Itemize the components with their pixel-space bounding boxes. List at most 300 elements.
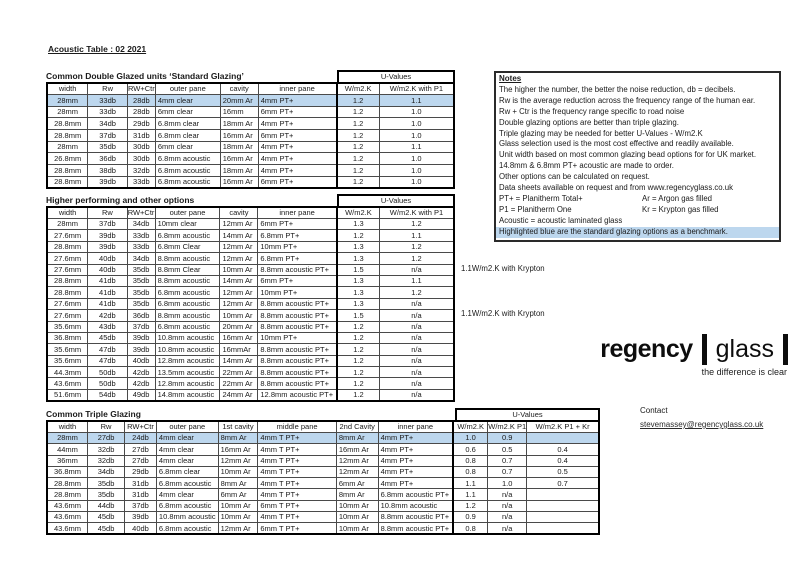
note-line: [499, 172, 779, 183]
cell: 12mm Ar: [218, 523, 258, 534]
cell: 16mm Ar: [218, 444, 258, 455]
cell: 1.5: [337, 264, 380, 275]
cell: 28mm: [47, 141, 88, 153]
cell: 35db: [127, 287, 155, 298]
header-row: [47, 421, 599, 433]
cell: 1.0: [379, 165, 454, 177]
cell: 18mm Ar: [220, 141, 258, 153]
cell: 35db: [87, 489, 124, 500]
notes-title: Notes: [499, 74, 522, 83]
cell: 8mm Ar: [336, 489, 378, 500]
cell: 1.0: [379, 153, 454, 165]
cell: 6mm PT+: [258, 130, 336, 142]
cell: 6.8mm clear: [155, 118, 220, 130]
cell: 33db: [127, 241, 155, 252]
cell: [527, 489, 599, 500]
cell: 0.8: [453, 455, 488, 466]
cell: 1.2: [337, 106, 380, 118]
cell: 10.8mm acoustic: [156, 512, 218, 523]
cell: 6.8mm acoustic: [156, 500, 218, 511]
note-text: Double glazing options are better than triple glazing.: [499, 117, 679, 127]
cell: 10.8mm acoustic: [155, 332, 220, 343]
cell: 1.0: [379, 176, 454, 188]
cell: 42db: [127, 378, 155, 389]
cell: 27db: [125, 444, 157, 455]
cell: 28.8mm: [47, 241, 88, 252]
column-header: inner pane: [258, 207, 337, 219]
cell: 12mm Ar: [336, 455, 378, 466]
cell: 4mm PT+: [258, 141, 336, 153]
cell: 1.2: [337, 118, 380, 130]
cell: 16mm: [220, 106, 258, 118]
cell: 1.1: [453, 478, 488, 489]
cell: 12.8mm acoustic: [155, 355, 220, 366]
cell: 12mm Ar: [220, 241, 258, 252]
cell: 1.3: [337, 287, 380, 298]
cell: 6.8mm acoustic: [155, 230, 220, 241]
cell: 1.1: [379, 141, 454, 153]
cell: 8.8mm acoustic PT+: [258, 310, 337, 321]
cell: 28.8mm: [47, 176, 88, 188]
cell: 0.6: [453, 444, 488, 455]
cell: [527, 523, 599, 534]
table-row: [47, 489, 599, 500]
cell: 16mmAr: [220, 344, 258, 355]
cell: 44db: [87, 500, 124, 511]
section-label-double-glazed: Common Double Glazed units ‘Standard Glazing’: [46, 71, 244, 81]
table-row: [47, 310, 454, 321]
logo-tagline: the difference is clear: [701, 367, 787, 377]
cell: 39db: [125, 512, 157, 523]
cell: 36.8mm: [47, 466, 87, 477]
cell: 40db: [125, 523, 157, 534]
table-row: [47, 344, 454, 355]
cell: 32db: [87, 455, 124, 466]
cell: 35db: [88, 141, 128, 153]
table-row: [47, 389, 454, 400]
header-row: [47, 83, 454, 95]
cell: 12mm Ar: [220, 219, 258, 230]
cell: 44.3mm: [47, 367, 88, 378]
cell: 6.8mm acoustic: [155, 165, 220, 177]
logo-bar-icon: [783, 334, 788, 365]
column-header: cavity: [220, 83, 258, 95]
cell: 34db: [127, 219, 155, 230]
cell: 8.8mm acoustic PT+: [258, 264, 337, 275]
header-row: [47, 207, 454, 219]
cell: 4mm T PT+: [258, 489, 336, 500]
note-line: [499, 216, 779, 227]
column-header: width: [47, 83, 88, 95]
cell: 1.2: [379, 219, 454, 230]
cell: 6.8mm acoustic: [155, 298, 220, 309]
column-header: W/m2.K with P1: [379, 207, 454, 219]
table-row: [47, 219, 454, 230]
cell: 12mm Ar: [220, 253, 258, 264]
cell: 4mm PT+: [258, 118, 336, 130]
cell: 1.2: [337, 332, 380, 343]
cell: 6mm T PT+: [258, 523, 336, 534]
cell: 34db: [87, 466, 124, 477]
cell: 4mm clear: [156, 455, 218, 466]
table-row: [47, 433, 599, 444]
cell: 26.8mm: [47, 153, 88, 165]
cell: 12.8mm acoustic: [155, 378, 220, 389]
note-line: [499, 85, 779, 96]
cell: [527, 500, 599, 511]
regency-glass-logo: [553, 334, 788, 377]
cell: 54db: [88, 389, 127, 400]
cell: 35db: [127, 275, 155, 286]
table-row: [47, 512, 599, 523]
cell: 4mm T PT+: [258, 444, 336, 455]
table-row: [47, 287, 454, 298]
cell: 1.3: [337, 275, 380, 286]
uvalues-header-higher: U-Values: [337, 194, 455, 206]
column-header: W/m2.K: [337, 207, 380, 219]
cell: 10mm Ar: [218, 466, 258, 477]
note-text: Rw is the average reduction across the frequency range of the human ear.: [499, 95, 756, 105]
column-header: RW+Ctr: [125, 421, 157, 433]
cell: 8mm Ar: [336, 433, 378, 444]
cell: 10mm Ar: [336, 523, 378, 534]
cell: 0.7: [488, 466, 527, 477]
table-row: [47, 378, 454, 389]
cell: 1.0: [379, 130, 454, 142]
table-row: [47, 106, 454, 118]
cell: 1.2: [337, 176, 380, 188]
note-text: Triple glazing may be needed for better U-Values - W/m2.K: [499, 128, 703, 138]
column-header: width: [47, 421, 87, 433]
table-row: [47, 141, 454, 153]
column-header: middle pane: [258, 421, 336, 433]
cell: 43.6mm: [47, 512, 87, 523]
cell: 4mm PT+: [378, 466, 453, 477]
column-header: W/m2.K with P1: [379, 83, 454, 95]
column-header: Rw: [87, 421, 124, 433]
cell: 6.8mm clear: [155, 130, 220, 142]
cell: 37db: [127, 321, 155, 332]
cell: n/a: [379, 264, 454, 275]
cell: 37db: [88, 130, 128, 142]
cell: 1.1: [379, 275, 454, 286]
cell: 8.8mm acoustic: [155, 275, 220, 286]
note-text: Unit width based on most common glazing bead options for for UK market.: [499, 150, 756, 160]
cell: 41db: [88, 275, 127, 286]
cell: 6mm PT+: [258, 275, 337, 286]
note-text: Data sheets available on request and from www.regencyglass.co.uk: [499, 183, 734, 193]
cell: 10mm PT+: [258, 241, 337, 252]
cell: 28.8mm: [47, 130, 88, 142]
note-line: [499, 194, 779, 205]
table-row: [47, 275, 454, 286]
note-line: [499, 150, 779, 161]
cell: 4mm clear: [156, 433, 218, 444]
cell: 31db: [125, 478, 157, 489]
cell: 1.2: [337, 321, 380, 332]
cell: n/a: [379, 310, 454, 321]
cell: 10mm Ar: [218, 512, 258, 523]
cell: 6mm Ar: [218, 489, 258, 500]
cell: 6.8mm acoustic PT+: [378, 489, 453, 500]
triple-glazing-label-row: [46, 408, 600, 420]
logo-bar-icon: [702, 334, 707, 365]
cell: 16mm Ar: [220, 130, 258, 142]
cell: 0.9: [488, 433, 527, 444]
column-header: outer pane: [155, 83, 220, 95]
cell: 22mm Ar: [220, 378, 258, 389]
note-line: [499, 205, 779, 216]
cell: 28.8mm: [47, 287, 88, 298]
cell: 6.8mm acoustic: [155, 153, 220, 165]
cell: 27.6mm: [47, 253, 88, 264]
cell: 0.5: [488, 444, 527, 455]
cell: 39db: [88, 241, 127, 252]
column-header: Rw: [88, 83, 128, 95]
note-line: [499, 118, 779, 129]
cell: 34db: [127, 253, 155, 264]
cell: n/a: [379, 344, 454, 355]
table-row: [47, 253, 454, 264]
cell: 1.2: [337, 165, 380, 177]
cell: [527, 512, 599, 523]
cell: 4mm PT+: [378, 444, 453, 455]
cell: 1.2: [337, 378, 380, 389]
cell: 0.4: [527, 455, 599, 466]
column-header: 1st cavity: [218, 421, 258, 433]
cell: 1.2: [379, 287, 454, 298]
column-header: Rw: [88, 207, 127, 219]
cell: 40db: [88, 253, 127, 264]
cell: 45db: [87, 512, 124, 523]
cell: 8.8mm acoustic PT+: [258, 298, 337, 309]
cell: 8mm Ar: [218, 433, 258, 444]
column-header: outer pane: [155, 207, 220, 219]
cell: 1.2: [337, 141, 380, 153]
column-header: inner pane: [258, 83, 336, 95]
cell: 42db: [127, 367, 155, 378]
cell: 12mm Ar: [220, 298, 258, 309]
cell: 36.8mm: [47, 332, 88, 343]
note-text: 14.8mm & 6.8mm PT+ acoustic are made to order.: [499, 161, 674, 171]
cell: 24db: [125, 433, 157, 444]
cell: 1.3: [337, 298, 380, 309]
cell: 6.8mm acoustic: [156, 523, 218, 534]
cell: 16mm Ar: [220, 332, 258, 343]
note-text: The higher the number, the better the noise reduction, db = decibels.: [499, 84, 736, 94]
column-header: cavity: [220, 207, 258, 219]
note-text: Rw + Ctr is the frequency range specific to road noise: [499, 106, 685, 116]
cell: 27.6mm: [47, 230, 88, 241]
contact-label: Contact: [640, 406, 668, 415]
table-row: [47, 523, 599, 534]
table-row: [47, 355, 454, 366]
note-line: [496, 227, 779, 238]
cell: 6.8mm acoustic: [155, 176, 220, 188]
table-row: [47, 444, 599, 455]
note-text: Kr = Krypton gas filled: [642, 204, 719, 214]
cell: 12mm Ar: [220, 287, 258, 298]
cell: 51.6mm: [47, 389, 88, 400]
logo-text-glass: glass: [715, 335, 774, 363]
column-header: W/m2.K P1: [488, 422, 527, 432]
table-row: [47, 176, 454, 188]
column-header: outer pane: [156, 421, 218, 433]
cell: 14.8mm acoustic: [155, 389, 220, 400]
cell: 1.2: [337, 344, 380, 355]
cell: 30db: [127, 153, 155, 165]
cell: 20mm Ar: [220, 321, 258, 332]
cell: 31db: [127, 130, 155, 142]
table-row: [47, 455, 599, 466]
note-text: Highlighted blue are the standard glazing options as a benchmark.: [499, 226, 728, 236]
cell: 27.6mm: [47, 264, 88, 275]
cell: 8.8mm acoustic PT+: [258, 367, 337, 378]
cell: 16mm Ar: [220, 176, 258, 188]
double-glazed-section: [46, 70, 455, 189]
cell: 10mm Ar: [336, 500, 378, 511]
cell: 1.3: [337, 253, 380, 264]
cell: 12mm Ar: [218, 455, 258, 466]
cell: 41db: [88, 287, 127, 298]
higher-performing-label-row: [46, 194, 455, 206]
column-header: 2nd Cavity: [336, 421, 378, 433]
cell: 16mm Ar: [336, 444, 378, 455]
cell: 1.3: [337, 219, 380, 230]
table-row: [47, 321, 454, 332]
cell: n/a: [379, 298, 454, 309]
cell: 28.8mm: [47, 478, 87, 489]
cell: 6.8mm clear: [156, 466, 218, 477]
cell: n/a: [379, 355, 454, 366]
cell: 28db: [127, 106, 155, 118]
cell: 8.8mm acoustic PT+: [258, 344, 337, 355]
cell: 13.5mm acoustic: [155, 367, 220, 378]
cell: 8mm Ar: [218, 478, 258, 489]
cell: 1.0: [488, 478, 527, 489]
cell: 1.2: [337, 367, 380, 378]
cell: n/a: [379, 332, 454, 343]
cell: 0.4: [527, 444, 599, 455]
cell: 35db: [127, 298, 155, 309]
cell: 36mm: [47, 455, 87, 466]
cell: n/a: [379, 389, 454, 400]
cell: 1.2: [337, 230, 380, 241]
cell: 1.2: [453, 500, 488, 511]
cell: 6mm PT+: [258, 219, 337, 230]
cell: 0.5: [527, 466, 599, 477]
table-row: [47, 153, 454, 165]
note-line: [499, 129, 779, 140]
table-row: [47, 165, 454, 177]
cell: 8.8mm acoustic PT+: [258, 321, 337, 332]
logo-text-regency: regency: [600, 335, 693, 363]
triple-glazing-table: [46, 420, 600, 535]
cell: 1.0: [453, 433, 488, 444]
cell: 36db: [127, 310, 155, 321]
cell: 6.8mm PT+: [258, 253, 337, 264]
cell: 30db: [127, 141, 155, 153]
cell: 12.8mm acoustic PT+: [258, 389, 337, 400]
cell: 28db: [127, 95, 155, 107]
cell: 6mm clear: [155, 141, 220, 153]
cell: n/a: [488, 523, 527, 534]
cell: 6mm Ar: [336, 478, 378, 489]
cell: 1.2: [337, 95, 380, 107]
note-text: Ar = Argon gas filled: [642, 193, 712, 203]
cell: 0.7: [527, 478, 599, 489]
cell: 8.8mm acoustic PT+: [258, 355, 337, 366]
cell: 36db: [88, 153, 128, 165]
cell: 8.8mm Clear: [155, 264, 220, 275]
cell: [527, 433, 599, 444]
cell: 18mm Ar: [220, 118, 258, 130]
cell: 8.8mm acoustic PT+: [378, 512, 453, 523]
table-row: [47, 466, 599, 477]
cell: 4mm T PT+: [258, 478, 336, 489]
column-header: width: [47, 207, 88, 219]
cell: 4mm PT+: [378, 455, 453, 466]
cell: 10mm PT+: [258, 287, 337, 298]
contact-email-link[interactable]: stevemassey@regencyglass.co.uk: [640, 420, 764, 429]
cell: 1.0: [379, 118, 454, 130]
cell: 10mm Ar: [220, 310, 258, 321]
cell: 10mm Ar: [218, 500, 258, 511]
cell: 4mm T PT+: [258, 433, 336, 444]
cell: 49db: [127, 389, 155, 400]
cell: 33db: [88, 106, 128, 118]
note-line: [499, 183, 779, 194]
cell: 45db: [87, 523, 124, 534]
cell: 27db: [125, 455, 157, 466]
cell: 12mm Ar: [336, 466, 378, 477]
cell: 6.8mm PT+: [258, 230, 337, 241]
cell: 29db: [125, 466, 157, 477]
cell: 22mm Ar: [220, 367, 258, 378]
table-row: [47, 95, 454, 107]
column-header: RW+Ctr: [128, 84, 155, 94]
cell: 33db: [88, 95, 128, 107]
cell: 39db: [127, 332, 155, 343]
table-row: [47, 264, 454, 275]
cell: n/a: [379, 378, 454, 389]
cell: 6mm PT+: [258, 176, 336, 188]
logo-wordmark: [553, 334, 788, 365]
cell: 4mm PT+: [258, 153, 336, 165]
cell: 43.6mm: [47, 378, 88, 389]
cell: n/a: [488, 512, 527, 523]
cell: 28.8mm: [47, 275, 88, 286]
cell: 14mm Ar: [220, 355, 258, 366]
cell: 44mm: [47, 444, 87, 455]
note-line: [499, 107, 779, 118]
double-glazed-label-row: [46, 70, 455, 82]
cell: 4mm T PT+: [258, 512, 336, 523]
cell: 6.8mm acoustic: [155, 287, 220, 298]
cell: 6mm T PT+: [258, 500, 336, 511]
cell: 8.8mm acoustic: [155, 310, 220, 321]
cell: 4mm PT+: [258, 165, 336, 177]
cell: 45db: [88, 332, 127, 343]
table-row: [47, 367, 454, 378]
table-row: [47, 500, 599, 511]
cell: 41db: [88, 298, 127, 309]
cell: 43.6mm: [47, 523, 87, 534]
cell: 35db: [127, 264, 155, 275]
page-title: Acoustic Table : 02 2021: [48, 44, 147, 54]
uvalues-header-triple: U-Values: [455, 408, 600, 420]
cell: n/a: [379, 367, 454, 378]
